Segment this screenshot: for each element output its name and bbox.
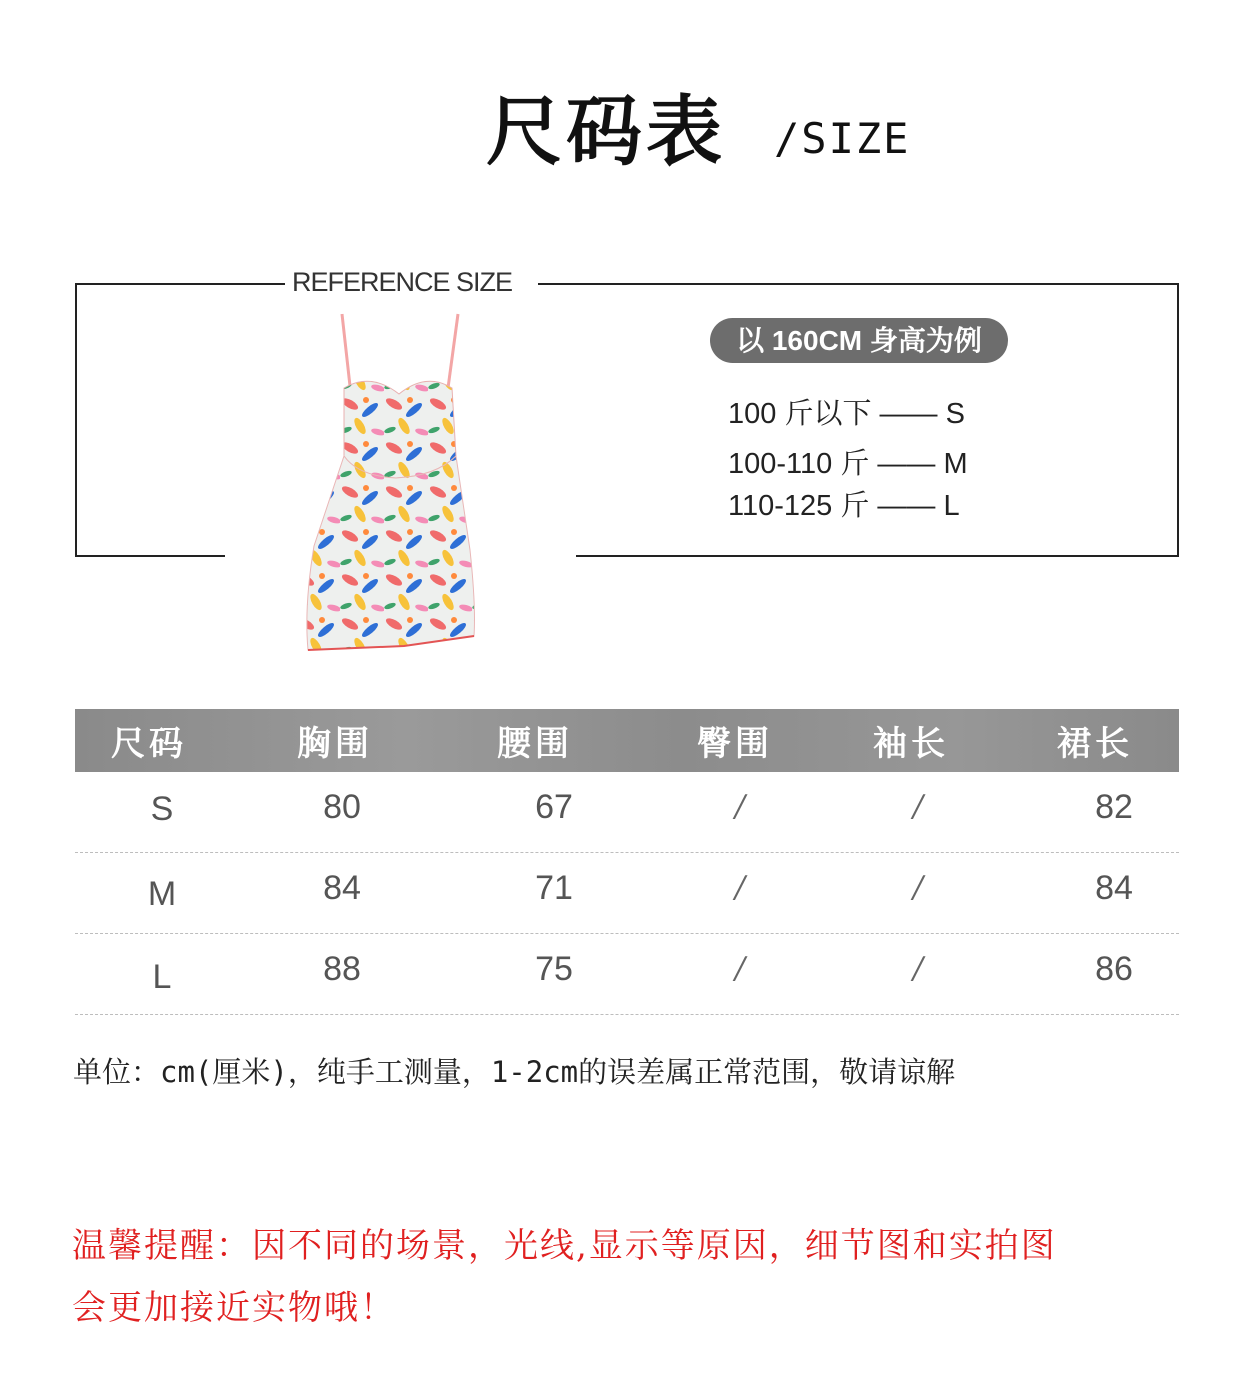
cell-waist: 67: [535, 788, 573, 826]
table-row: [75, 934, 1179, 1015]
table-row: [75, 772, 1179, 853]
header-bust: 胸围: [297, 724, 373, 764]
cell-hip: /: [734, 870, 746, 905]
weight-dash: ——: [877, 448, 936, 480]
tip-line-1: 温馨提醒：因不同的场景，光线,显示等原因，细节图和实拍图: [72, 1226, 1057, 1266]
cell-waist: 75: [535, 950, 573, 988]
header-size: 尺码: [111, 724, 187, 764]
cell-hip: /: [734, 951, 746, 986]
cell-waist: 71: [535, 869, 573, 907]
tip-line-2: 会更加接近实物哦！: [72, 1288, 396, 1328]
header-waist: 腰围: [497, 724, 573, 764]
product-dress-image: [296, 306, 486, 658]
unit-note: 单位：cm(厘米)，纯手工测量，1-2cm的误差属正常范围，敬请谅解: [73, 1055, 956, 1089]
cell-size: S: [150, 790, 174, 828]
size-letter: L: [943, 490, 960, 522]
cell-length: 82: [1095, 788, 1133, 826]
header-length: 裙长: [1057, 724, 1133, 764]
frame-top-left: [75, 283, 285, 285]
weight-range: 100-110 斤: [728, 448, 870, 480]
header-hip: 臀围: [697, 724, 773, 764]
size-letter: M: [943, 448, 968, 480]
cell-bust: 80: [323, 788, 361, 826]
frame-top-right: [538, 283, 1179, 285]
cell-bust: 88: [323, 950, 361, 988]
table-header: [75, 709, 1179, 772]
title-chinese: 尺码表: [486, 87, 726, 176]
cell-bust: 84: [323, 869, 361, 907]
cell-size: M: [147, 875, 177, 913]
cell-length: 84: [1095, 869, 1133, 907]
weight-size-row-s: [728, 396, 965, 432]
weight-size-row-m: [728, 446, 968, 482]
table-row: [75, 853, 1179, 934]
weight-dash: ——: [879, 398, 938, 430]
size-letter: S: [945, 398, 965, 430]
weight-size-row-l: [728, 488, 960, 524]
header-sleeve: 袖长: [873, 724, 949, 764]
frame-left: [75, 283, 77, 557]
cell-size: L: [152, 958, 172, 996]
weight-range: 100 斤以下: [728, 398, 872, 430]
title-english: /SIZE: [774, 114, 911, 163]
cell-hip: /: [734, 789, 746, 824]
frame-bottom-right: [576, 555, 1179, 557]
reference-size-label: REFERENCE SIZE: [286, 264, 518, 300]
cell-length: 86: [1095, 950, 1133, 988]
cell-sleeve: /: [912, 789, 924, 824]
weight-range: 110-125 斤: [728, 490, 870, 522]
size-table: [75, 709, 1179, 1015]
page-title: [0, 88, 1240, 198]
height-reference-pill: 以 160CM 身高为例: [710, 318, 1008, 363]
weight-dash: ——: [877, 490, 936, 522]
frame-bottom-left: [75, 555, 225, 557]
frame-right: [1177, 283, 1179, 557]
cell-sleeve: /: [912, 951, 924, 986]
cell-sleeve: /: [912, 870, 924, 905]
